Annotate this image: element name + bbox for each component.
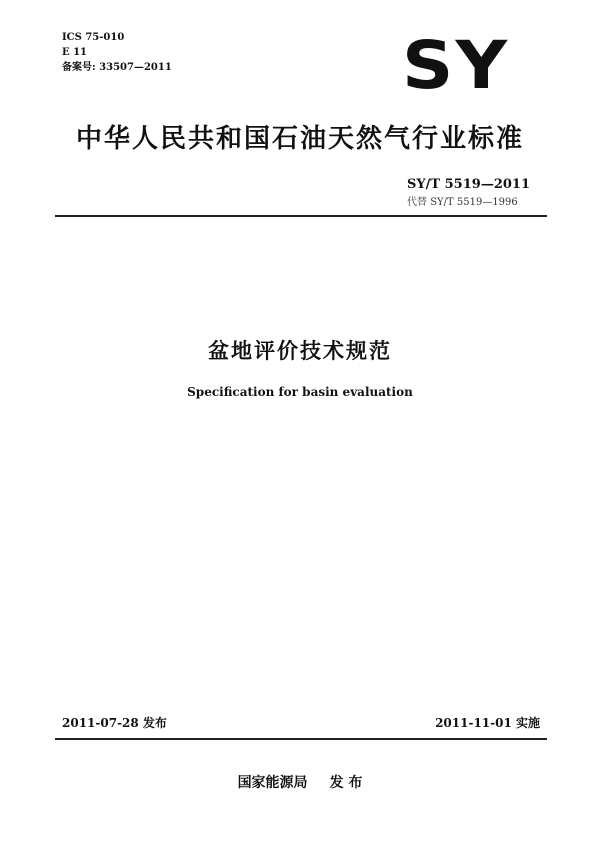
issue-date: 2011-07-28 发布 — [62, 716, 167, 730]
classification-code: E 11 — [62, 47, 88, 58]
record-number: 备案号: 33507—2011 — [62, 62, 172, 73]
implementation-date: 2011-11-01 实施 — [435, 716, 540, 730]
top-divider — [55, 215, 547, 217]
document-title-en: Specification for basin evaluation — [187, 385, 413, 399]
publish-action: 发 布 — [329, 775, 363, 791]
sy-logo: SY — [402, 27, 510, 104]
standard-number: SY/T 5519—2011 — [407, 177, 530, 192]
document-title-cn: 盆地评价技术规范 — [208, 339, 392, 363]
cover-metadata — [62, 30, 172, 75]
replaces-standard: 代替 SY/T 5519—1996 — [407, 197, 518, 208]
publisher-line — [0, 772, 600, 792]
publisher-name: 国家能源局 — [237, 775, 308, 791]
standard-number-block — [407, 176, 530, 212]
ics-code: ICS 75-010 — [62, 32, 125, 43]
bottom-divider — [55, 738, 547, 740]
standard-category-title: 中华人民共和国石油天然气行业标准 — [75, 124, 524, 154]
